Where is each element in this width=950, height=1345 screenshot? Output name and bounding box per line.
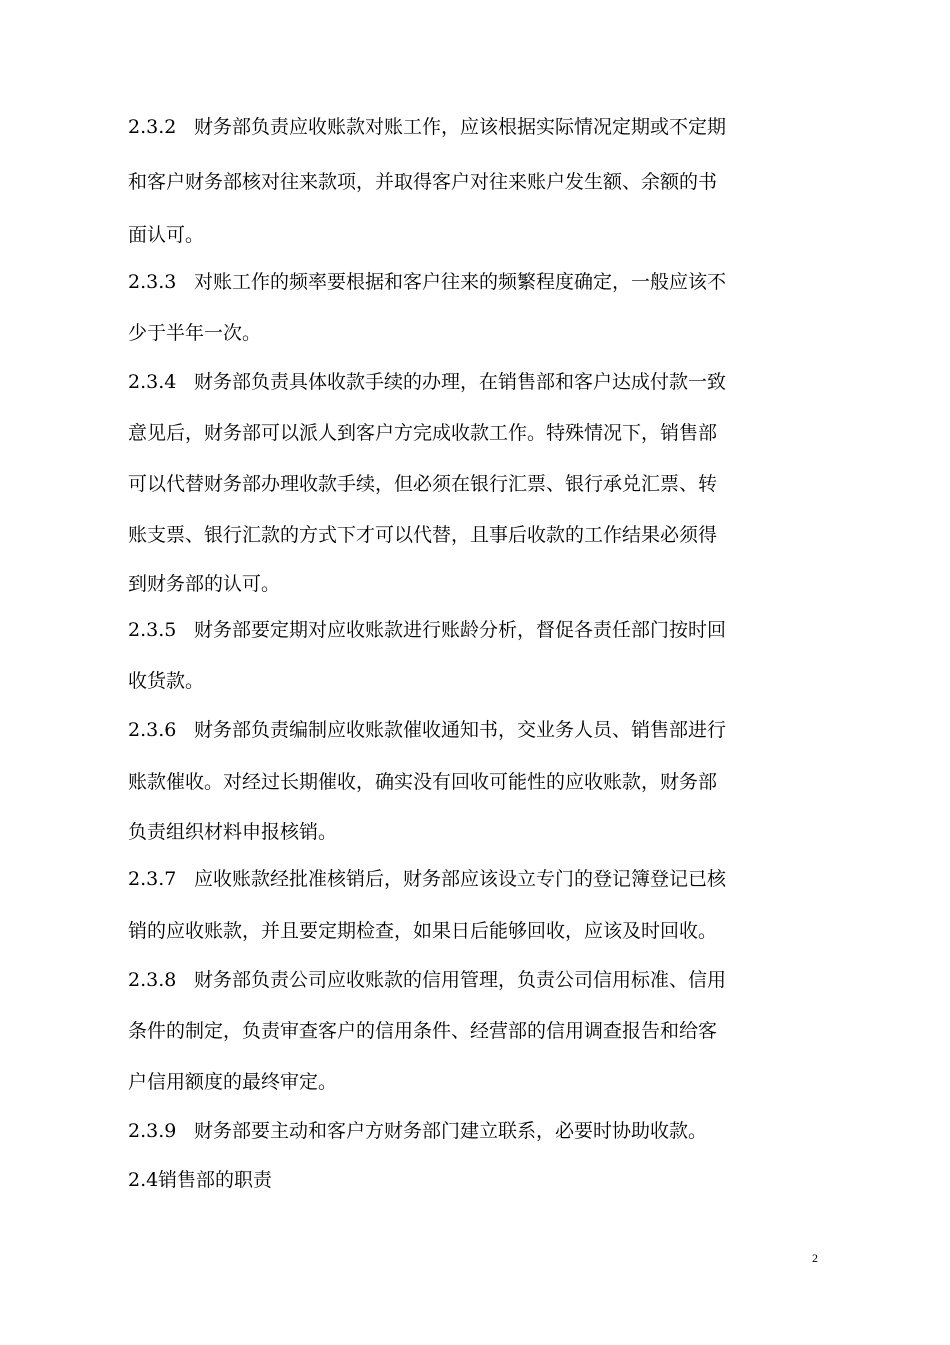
paragraph-2-3-8-line-1 — [128, 965, 778, 995]
paragraph-number: 2.3.4 — [128, 371, 177, 393]
paragraph-number: 2.3.7 — [128, 868, 177, 890]
paragraph-number: 2.3.9 — [128, 1120, 177, 1142]
page-number: 2 — [812, 1251, 818, 1265]
paragraph-2-3-4-line-2: 意见后，财务部可以派人到客户方完成收款工作。特殊情况下，销售部 — [128, 422, 718, 444]
paragraph-2-3-4-line-1 — [128, 367, 778, 397]
paragraph-text: 财务部要主动和客户方财务部门建立联系，必要时协助收款。 — [194, 1120, 708, 1142]
paragraph-text: 财务部要定期对应收账款进行账龄分析，督促各责任部门按时回 — [194, 619, 727, 641]
paragraph-text: 应收账款经批准核销后，财务部应该设立专门的登记簿登记已核 — [194, 868, 727, 890]
paragraph-2-3-2-line-1 — [128, 112, 778, 142]
paragraph-number: 2.3.2 — [128, 116, 177, 138]
paragraph-number: 2.3.8 — [128, 969, 177, 991]
paragraph-2-3-6-line-2: 账款催收。对经过长期催收，确实没有回收可能性的应收账款，财务部 — [128, 771, 718, 793]
paragraph-number: 2.3.3 — [128, 271, 177, 293]
paragraph-2-3-3-line-2: 少于半年一次。 — [128, 322, 262, 344]
section-number: 2.4 — [128, 1169, 159, 1191]
paragraph-2-3-9-line-1 — [128, 1116, 778, 1146]
paragraph-text: 财务部负责应收账款对账工作，应该根据实际情况定期或不定期 — [194, 116, 727, 138]
paragraph-2-3-5-line-1 — [128, 615, 778, 645]
paragraph-2-3-5-line-2: 收货款。 — [128, 670, 205, 692]
paragraph-text: 财务部负责具体收款手续的办理，在销售部和客户达成付款一致 — [194, 371, 727, 393]
paragraph-2-3-2-line-2: 和客户财务部核对往来款项，并取得客户对往来账户发生额、余额的书 — [128, 171, 718, 193]
paragraph-text: 对账工作的频率要根据和客户往来的频繁程度确定，一般应该不 — [194, 271, 727, 293]
section-title: 销售部的职责 — [158, 1169, 273, 1191]
paragraph-2-3-7-line-1 — [128, 864, 778, 894]
paragraph-2-3-4-line-5: 到财务部的认可。 — [128, 573, 281, 595]
paragraph-2-3-2-line-3: 面认可。 — [128, 224, 205, 246]
section-heading-2-4 — [128, 1165, 778, 1195]
paragraph-2-3-7-line-2: 销的应收账款，并且要定期检查，如果日后能够回收，应该及时回收。 — [128, 920, 718, 942]
paragraph-number: 2.3.6 — [128, 719, 177, 741]
paragraph-text: 财务部负责公司应收账款的信用管理，负责公司信用标准、信用 — [194, 969, 727, 991]
paragraph-2-3-8-line-2: 条件的制定，负责审查客户的信用条件、经营部的信用调查报告和给客 — [128, 1020, 718, 1042]
paragraph-2-3-6-line-1 — [128, 715, 778, 745]
paragraph-2-3-3-line-1 — [128, 267, 778, 297]
paragraph-2-3-4-line-3: 可以代替财务部办理收款手续，但必须在银行汇票、银行承兑汇票、转 — [128, 473, 718, 495]
paragraph-2-3-4-line-4: 账支票、银行汇款的方式下才可以代替，且事后收款的工作结果必须得 — [128, 524, 718, 546]
paragraph-number: 2.3.5 — [128, 619, 177, 641]
paragraph-2-3-8-line-3: 户信用额度的最终审定。 — [128, 1071, 338, 1093]
paragraph-2-3-6-line-3: 负责组织材料申报核销。 — [128, 821, 338, 843]
paragraph-text: 财务部负责编制应收账款催收通知书，交业务人员、销售部进行 — [194, 719, 727, 741]
